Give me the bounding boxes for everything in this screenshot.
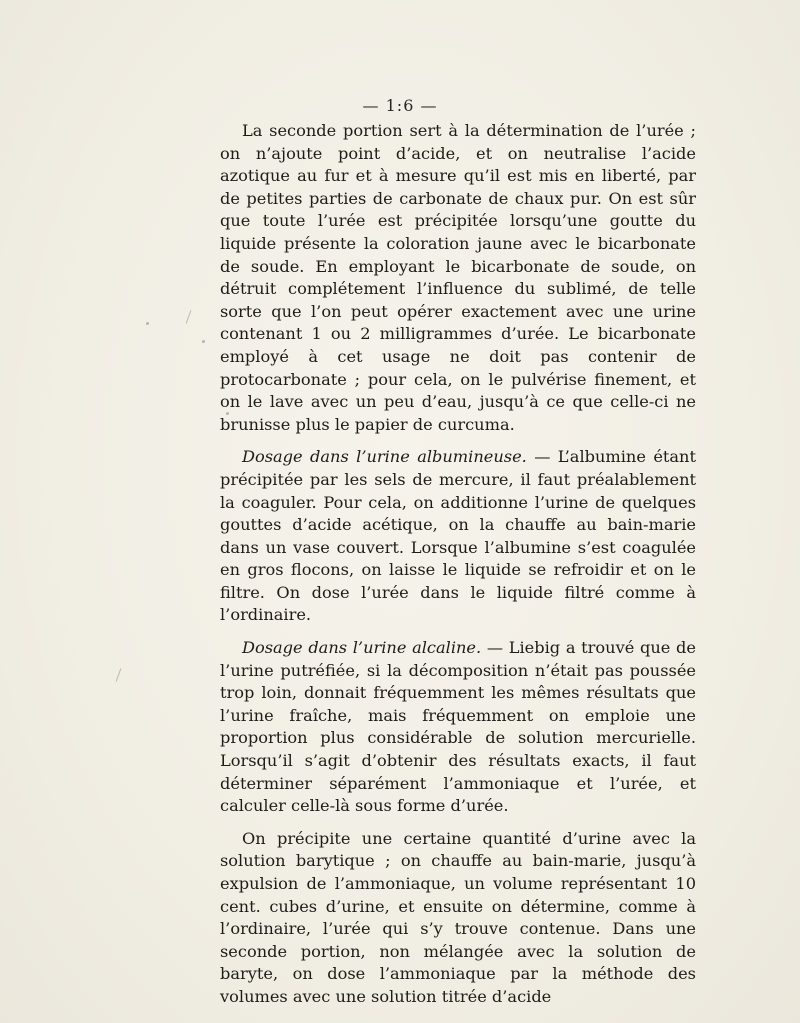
section-heading-albuminous: Dosage dans l’urine albumineuse.	[242, 447, 527, 467]
body-text	[220, 120, 696, 1019]
scan-stroke	[116, 668, 122, 681]
paragraph-text: On précipite une certaine quantité d’urine avec la solution barytique ; on chauffe au bain-marie, jusqu’à expulsion de l’ammoniaque, un volume représentant 10 cent. cubes d’urine, et ensuite on détermine, comme à l’ordinaire, l’urée qui s’y trouve contenue. Dans une seconde portion, non mélangée avec la solution de baryte, on dose l’ammoniaque par la méthode des volumes avec une solution titrée d’acide	[220, 828, 696, 1006]
scan-stroke	[186, 310, 192, 323]
paragraph-alkaline-urine	[220, 637, 696, 818]
scan-speck	[146, 322, 149, 325]
page-number: — 1:6 —	[362, 96, 438, 115]
paragraph-urea-determination	[220, 120, 696, 436]
section-heading-alkaline: Dosage dans l’urine alcaline.	[242, 638, 482, 658]
heading-dash: —	[481, 638, 509, 658]
heading-dash: —	[526, 447, 558, 467]
paragraph-text: La seconde portion sert à la détermination de l’urée ; on n’ajoute point d’acide, et on neutralise l’acide azotique au fur et à mesure qu’il est mis en liberté, par de petites parties de carbonate de chaux pur. On est sûr que toute l’urée est précipitée lorsqu’une goutte du liquide présente la coloration jaune avec le bicarbonate de soude. En employant le bicarbonate de soude, on détruit complétement l’influence du sublimé, de telle sorte que l’on peut opérer exactement avec une urine contenant 1 ou 2 milligrammes d’urée. Le bicarbonate employé à cet usage ne doit pas contenir de protocarbonate ; pour cela, on le pulvérise finement, et on le lave avec un peu d’eau, jusqu’à ce que celle-ci ne brunisse plus le papier de curcuma.	[220, 121, 696, 434]
paragraph-text: Liebig a trouvé que de l’urine putréfiée, si la décomposition n’était pas poussée trop loin, donnait fréquemment les mêmes résultats que l’urine fraîche, mais fréquemment on emploie une proportion plus considérable de solution mercurielle. Lorsqu’il s’agit d’obtenir des résultats exacts, il faut déterminer séparément l’ammoniaque et l’urée, et calculer celle-là sous forme d’urée.	[220, 638, 696, 816]
scan-speck	[226, 412, 229, 415]
paragraph-albuminous-urine	[220, 446, 696, 627]
scan-speck	[202, 340, 205, 343]
paragraph-text: L’albumine étant précipitée par les sels de mercure, il faut préalablement la coaguler. Pour cela, on additionne l’urine de quelques gouttes d’acide acétique, on la chauffe au bain-marie dans un vase couvert. Lorsque l’albumine s’est coagulée en gros flocons, on laisse le liquide se refroidir et on le filtre. On dose l’urée dans le liquide filtré comme à l’ordinaire.	[220, 447, 696, 625]
paragraph-barytic-solution	[220, 828, 696, 1009]
